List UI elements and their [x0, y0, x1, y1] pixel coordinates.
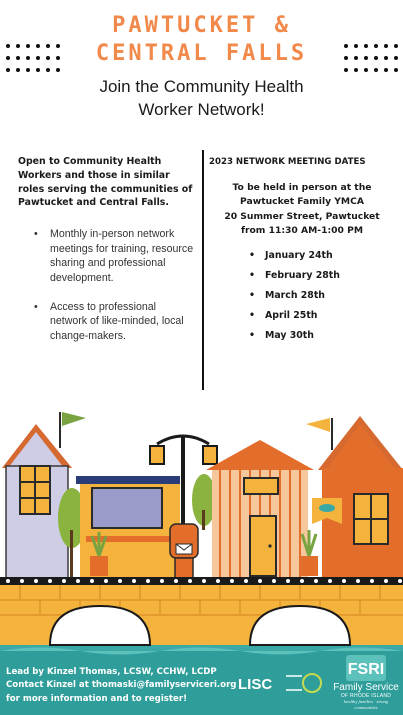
meeting-dates-heading: 2023 NETWORK MEETING DATES	[209, 157, 366, 167]
venue-line: 20 Summer Street, Pawtucket	[224, 210, 380, 222]
footer-line: Lead by Kinzel Thomas, LCSW, CCHW, LCDP	[6, 667, 217, 677]
flag-green	[62, 412, 86, 426]
flag-yellow	[306, 418, 330, 432]
striped-house	[206, 440, 314, 582]
meeting-date: • April 25th	[249, 309, 395, 322]
fsri-tagline: healthy families · strong communities	[343, 699, 389, 710]
fsri-initials: FSRI	[347, 661, 385, 678]
lisc-wordmark: LISC	[238, 676, 273, 693]
venue-line: Pawtucket Family YMCA	[240, 196, 364, 208]
fsri-state: OF RHODE ISLAND	[340, 693, 392, 699]
footer-line: for more information and to register!	[6, 693, 187, 704]
footer-line: Contact Kinzel at thomaski@familyserviceri.org	[6, 680, 237, 691]
venue-info	[209, 181, 395, 239]
venue-line: To be held in person at the	[232, 182, 372, 193]
intro-text: Open to Community Health Workers and those in similar roles serving the communities of Pawtucket and Central Falls.	[18, 156, 193, 209]
meeting-date: • February 28th	[249, 269, 395, 282]
footer-contact	[6, 666, 246, 706]
benefits-list	[18, 227, 196, 343]
title-line-2: CENTRAL FALLS	[95, 41, 308, 66]
railing-dots	[6, 579, 402, 583]
benefit-item: • Access to professional network of like-minded, local change-makers.	[34, 300, 196, 344]
benefit-item: • Monthly in-person network meetings for training, resource sharing and professional development.	[34, 227, 196, 285]
meeting-date: • January 24th	[249, 249, 395, 262]
meetings-column	[209, 156, 395, 350]
title-line-1: PAWTUCKET &	[112, 13, 291, 38]
fsri-mark	[346, 655, 386, 681]
fsri-name: Family Service	[333, 682, 399, 693]
brick-bridge	[0, 585, 403, 645]
orange-house	[306, 416, 403, 580]
about-column	[18, 155, 196, 357]
venue-line: from 11:30 AM-1:00 PM	[240, 225, 364, 237]
meeting-date: • March 28th	[249, 289, 395, 302]
meeting-date: • May 30th	[249, 329, 395, 342]
meeting-dates-list	[209, 249, 395, 343]
page-subtitle: Join the Community Health Worker Network!	[99, 77, 304, 119]
fsri-logo	[333, 655, 399, 713]
page-title	[0, 12, 403, 68]
column-divider	[202, 150, 204, 390]
lisc-logo	[238, 672, 326, 694]
